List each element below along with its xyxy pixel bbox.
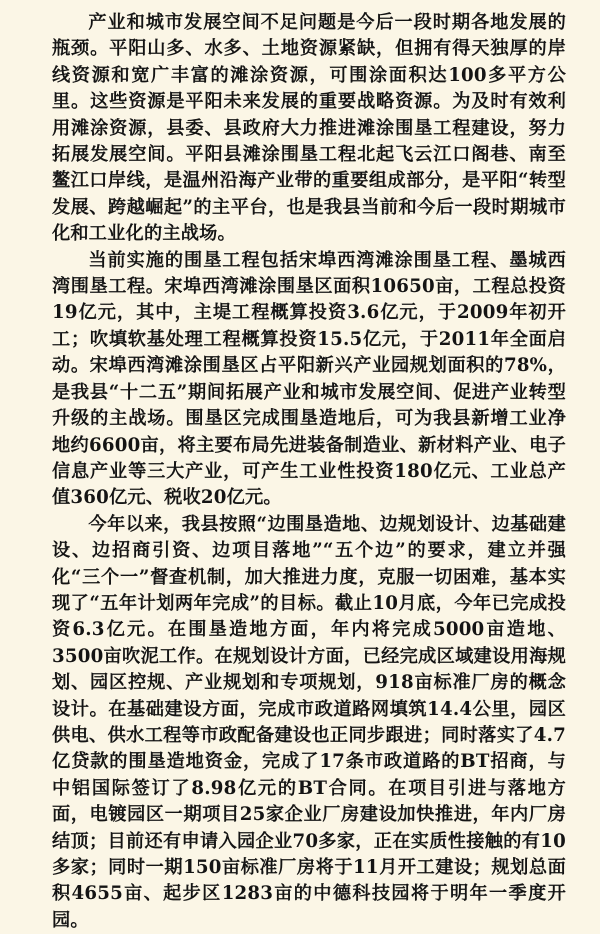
paragraph-development-space: 产业和城市发展空间不足问题是今后一段时期各地发展的瓶颈。平阳山多、水多、土地资源紧缺，但拥有得天独厚的岸线资源和宽广丰富的滩涂资源，可围涂面积达100多平方公里。这些资源是平阳未来发展的重要战略资源。为及时有效利用滩涂资源，县委、县政府大力推进滩涂围垦工程建设，努力拓展发展空间。平阳县滩涂围垦工程北起飞云江口阁巷、南至鳌江口岸线，是温州沿海产业带的重要组成部分，是平阳“转型发展、跨越崛起”的主平台，也是我县当前和今后一段时期城市化和工业化的主战场。 (52, 12, 566, 245)
paragraph-this-year-progress: 今年以来，我县按照“边围垦造地、边规划设计、边基础建设、边招商引资、边项目落地”“五个边”的要求，建立并强化“三个一”督查机制，加大推进力度，克服一切困难，基本实现了“五年计划两年完成”的目标。截止10月底，今年已完成投资6.3亿元。在围垦造地方面，年内将完成5000亩造地、3500亩吹泥工作。在规划设计方面，已经完成区域建设用海规划、园区控规、产业规划和专项规划，918亩标准厂房的概念设计。在基础建设方面，完成市政道路网填筑14.4公里，园区供电、供水工程等市政配备建设也正同步跟进；同时落实了4.7亿贷款的围垦造地资金，完成了17条市政道路的BT招商，与中铝国际签订了8.98亿元的BT合同。在项目引进与落地方面，电镀园区一期项目25家企业厂房建设加快推进，年内厂房结顶；目前还有申请入园企业70多家，正在实质性接触的有10多家；同时一期150亩标准厂房将于11月开工建设；规划总面积4655亩、起步区1283亩的中德科技园将于明年一季度开园。 (52, 513, 566, 931)
paragraph-current-projects: 当前实施的围垦工程包括宋埠西湾滩涂围垦工程、墨城西湾围垦工程。宋埠西湾滩涂围垦区面积10650亩，工程总投资19亿元，其中，主堤工程概算投资3.6亿元，于2009年初开工；吹填软基处理工程概算投资15.5亿元，于2011年全面启动。宋埠西湾滩涂围垦区占平阳新兴产业园规划面积的78%，是我县“十二五”期间拓展产业和城市发展空间、促进产业转型升级的主战场。围垦区完成围垦造地后，可为我县新增工业净地约6600亩，将主要布局先进装备制造业、新材料产业、电子信息产业等三大产业，可产生工业性投资180亿元、工业总产值360亿元、税收20亿元。 (52, 249, 566, 509)
